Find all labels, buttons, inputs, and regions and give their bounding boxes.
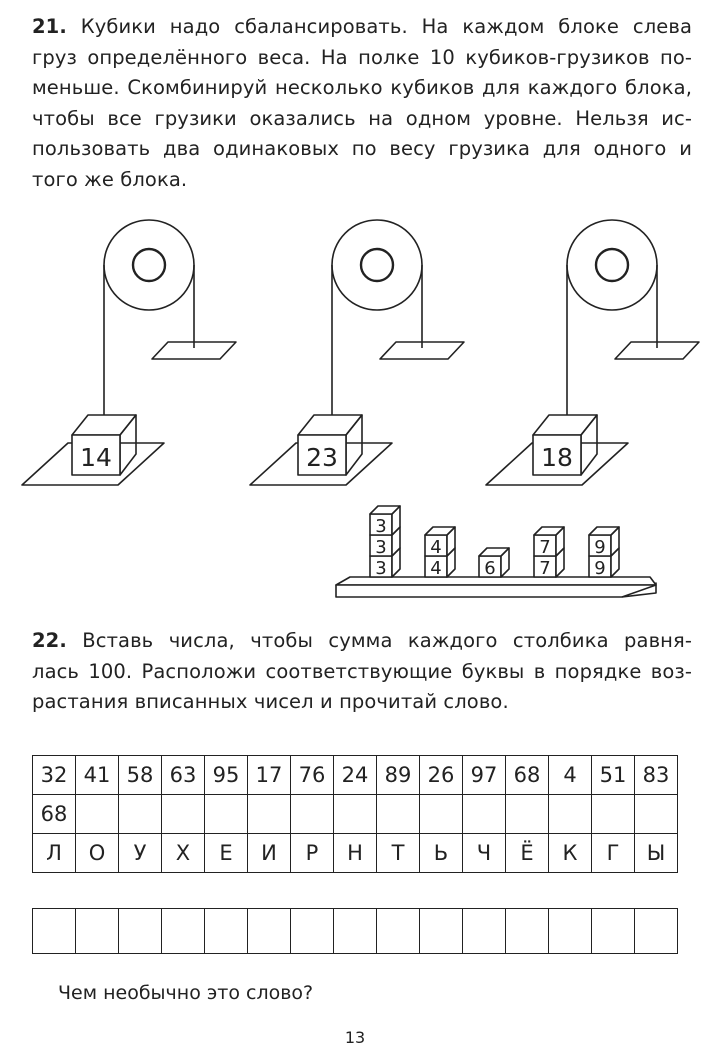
- shelf: [336, 577, 656, 597]
- pulley-3-wheel: [567, 220, 657, 310]
- answer-cell[interactable]: [33, 909, 76, 954]
- grid-number-cell: 95: [205, 756, 248, 795]
- grid-letter-cell: Р: [291, 834, 334, 873]
- answer-cell[interactable]: [463, 909, 506, 954]
- pulley-2-cube-side: [346, 415, 362, 475]
- grid-number-cell: 51: [592, 756, 635, 795]
- shelf-cube-value: 3: [375, 537, 387, 558]
- grid-letter-cell: Х: [162, 834, 205, 873]
- pulley-1-cube-side: [120, 415, 136, 475]
- grid-fill-cell[interactable]: [635, 795, 678, 834]
- pulley-1-weight: 14: [80, 443, 112, 472]
- pulley-1: [22, 220, 236, 485]
- pulley-3-axle: [596, 249, 628, 281]
- answer-cell[interactable]: [506, 909, 549, 954]
- answer-cell[interactable]: [334, 909, 377, 954]
- question-text: Чем необычно это слово?: [58, 982, 314, 1004]
- grid-number-cell: 41: [76, 756, 119, 795]
- grid-fill-cell[interactable]: [205, 795, 248, 834]
- task-21-number: 21.: [32, 15, 67, 38]
- page-number: 13: [344, 1028, 366, 1047]
- answer-cell[interactable]: [119, 909, 162, 954]
- grid-fill-cell[interactable]: [377, 795, 420, 834]
- shelf-cube-value: 9: [594, 558, 606, 579]
- grid-fill-cell[interactable]: [334, 795, 377, 834]
- shelf-cube-value: 4: [430, 537, 442, 558]
- grid-letter-cell: Ч: [463, 834, 506, 873]
- grid-letter-cell: Т: [377, 834, 420, 873]
- grid-letter-cell: И: [248, 834, 291, 873]
- fill-in-row: [33, 795, 678, 834]
- task-22-number: 22.: [32, 629, 67, 652]
- grid-fill-cell[interactable]: [76, 795, 119, 834]
- shelf-front: [336, 583, 656, 597]
- grid-fill-cell[interactable]: [549, 795, 592, 834]
- answer-cell[interactable]: [76, 909, 119, 954]
- pulley-2: [250, 220, 464, 485]
- task-21-line-2: груз определённого веса. На полке 10 кубиков-грузиков по-: [32, 45, 692, 69]
- answer-cell[interactable]: [377, 909, 420, 954]
- task-21-line-6: того же блока.: [32, 167, 188, 191]
- grid-number-cell: 68: [506, 756, 549, 795]
- number-letter-grid: [32, 755, 678, 873]
- task-22-line-2: лась 100. Расположи соответствующие буквы в порядке воз-: [32, 659, 692, 683]
- letters-row: [33, 834, 678, 873]
- task-22-line-3: растания вписанных чисел и прочитай слово.: [32, 690, 509, 714]
- grid-number-cell: 32: [33, 756, 76, 795]
- answer-cell[interactable]: [162, 909, 205, 954]
- answer-cell[interactable]: [549, 909, 592, 954]
- pulley-1-cube-top: [72, 415, 136, 435]
- pulley-1-wheel: [104, 220, 194, 310]
- grid-letter-cell: Н: [334, 834, 377, 873]
- answer-cell[interactable]: [205, 909, 248, 954]
- grid-fill-cell[interactable]: [248, 795, 291, 834]
- answer-cell[interactable]: [635, 909, 678, 954]
- grid-fill-cell[interactable]: [592, 795, 635, 834]
- grid-letter-cell: Ы: [635, 834, 678, 873]
- pulley-2-axle: [361, 249, 393, 281]
- grid-number-cell: 89: [377, 756, 420, 795]
- pulley-1-axle: [133, 249, 165, 281]
- grid-number-cell: 97: [463, 756, 506, 795]
- top-numbers-row: [33, 756, 678, 795]
- shelf-cube-value: 4: [430, 558, 442, 579]
- task-21-line-5: пользовать два одинаковых по весу грузика для одного и: [32, 137, 692, 161]
- grid-letter-cell: Ь: [420, 834, 463, 873]
- grid-letter-cell: К: [549, 834, 592, 873]
- grid-number-cell: 24: [334, 756, 377, 795]
- grid-number-cell: 17: [248, 756, 291, 795]
- answer-cell[interactable]: [291, 909, 334, 954]
- grid-fill-cell[interactable]: [506, 795, 549, 834]
- grid-letter-cell: Е: [205, 834, 248, 873]
- pulley-3-cube-side: [581, 415, 597, 475]
- grid-fill-cell[interactable]: [162, 795, 205, 834]
- grid-number-cell: 4: [549, 756, 592, 795]
- task-22-line-1-text: Вставь числа, чтобы сумма каждого столбика равня-: [82, 629, 692, 652]
- task-21-line-1: [32, 12, 692, 43]
- shelf-cube-value: 3: [375, 558, 387, 579]
- answer-grid: [32, 908, 678, 954]
- pulley-3-cube-top: [533, 415, 597, 435]
- task-22-text: [32, 626, 692, 718]
- pulley-3-weight: 18: [541, 443, 573, 472]
- pulley-2-wheel: [332, 220, 422, 310]
- grid-number-cell: 83: [635, 756, 678, 795]
- grid-fill-cell[interactable]: [119, 795, 162, 834]
- grid-number-cell: 63: [162, 756, 205, 795]
- task-21-line-4: чтобы все грузики оказались на одном уровне. Нельзя ис-: [32, 106, 692, 130]
- pulley-2-cube-top: [298, 415, 362, 435]
- grid-letter-cell: Г: [592, 834, 635, 873]
- grid-fill-cell[interactable]: [463, 795, 506, 834]
- grid-letter-cell: Ё: [506, 834, 549, 873]
- task-22-line-1: [32, 626, 692, 657]
- task-21-text: [32, 12, 692, 196]
- grid-number-cell: 76: [291, 756, 334, 795]
- grid-letter-cell: У: [119, 834, 162, 873]
- grid-number-cell: 58: [119, 756, 162, 795]
- task-21-line-1-text: Кубики надо сбалансировать. На каждом блоке слева: [80, 15, 692, 38]
- task-21-line-3: меньше. Скомбинируй несколько кубиков для каждого блока,: [32, 76, 692, 100]
- grid-fill-cell[interactable]: [420, 795, 463, 834]
- answer-cell[interactable]: [248, 909, 291, 954]
- grid-number-cell: 26: [420, 756, 463, 795]
- grid-letter-cell: Л: [33, 834, 76, 873]
- shelf-cube-value: 9: [594, 537, 606, 558]
- shelf-cubes: [370, 506, 619, 579]
- answer-cell[interactable]: [592, 909, 635, 954]
- shelf-cube-value: 7: [539, 537, 551, 558]
- shelf-cube-value: 3: [375, 516, 387, 537]
- answer-cell[interactable]: [420, 909, 463, 954]
- grid-fill-cell[interactable]: [291, 795, 334, 834]
- shelf-cube-value: 7: [539, 558, 551, 579]
- answer-row: [33, 909, 678, 954]
- grid-letter-cell: О: [76, 834, 119, 873]
- pulley-3: [486, 220, 699, 485]
- grid-fill-cell[interactable]: 68: [33, 795, 76, 834]
- pulley-figure: [0, 205, 710, 605]
- pulley-2-weight: 23: [306, 443, 338, 472]
- shelf-cube-value: 6: [484, 558, 496, 579]
